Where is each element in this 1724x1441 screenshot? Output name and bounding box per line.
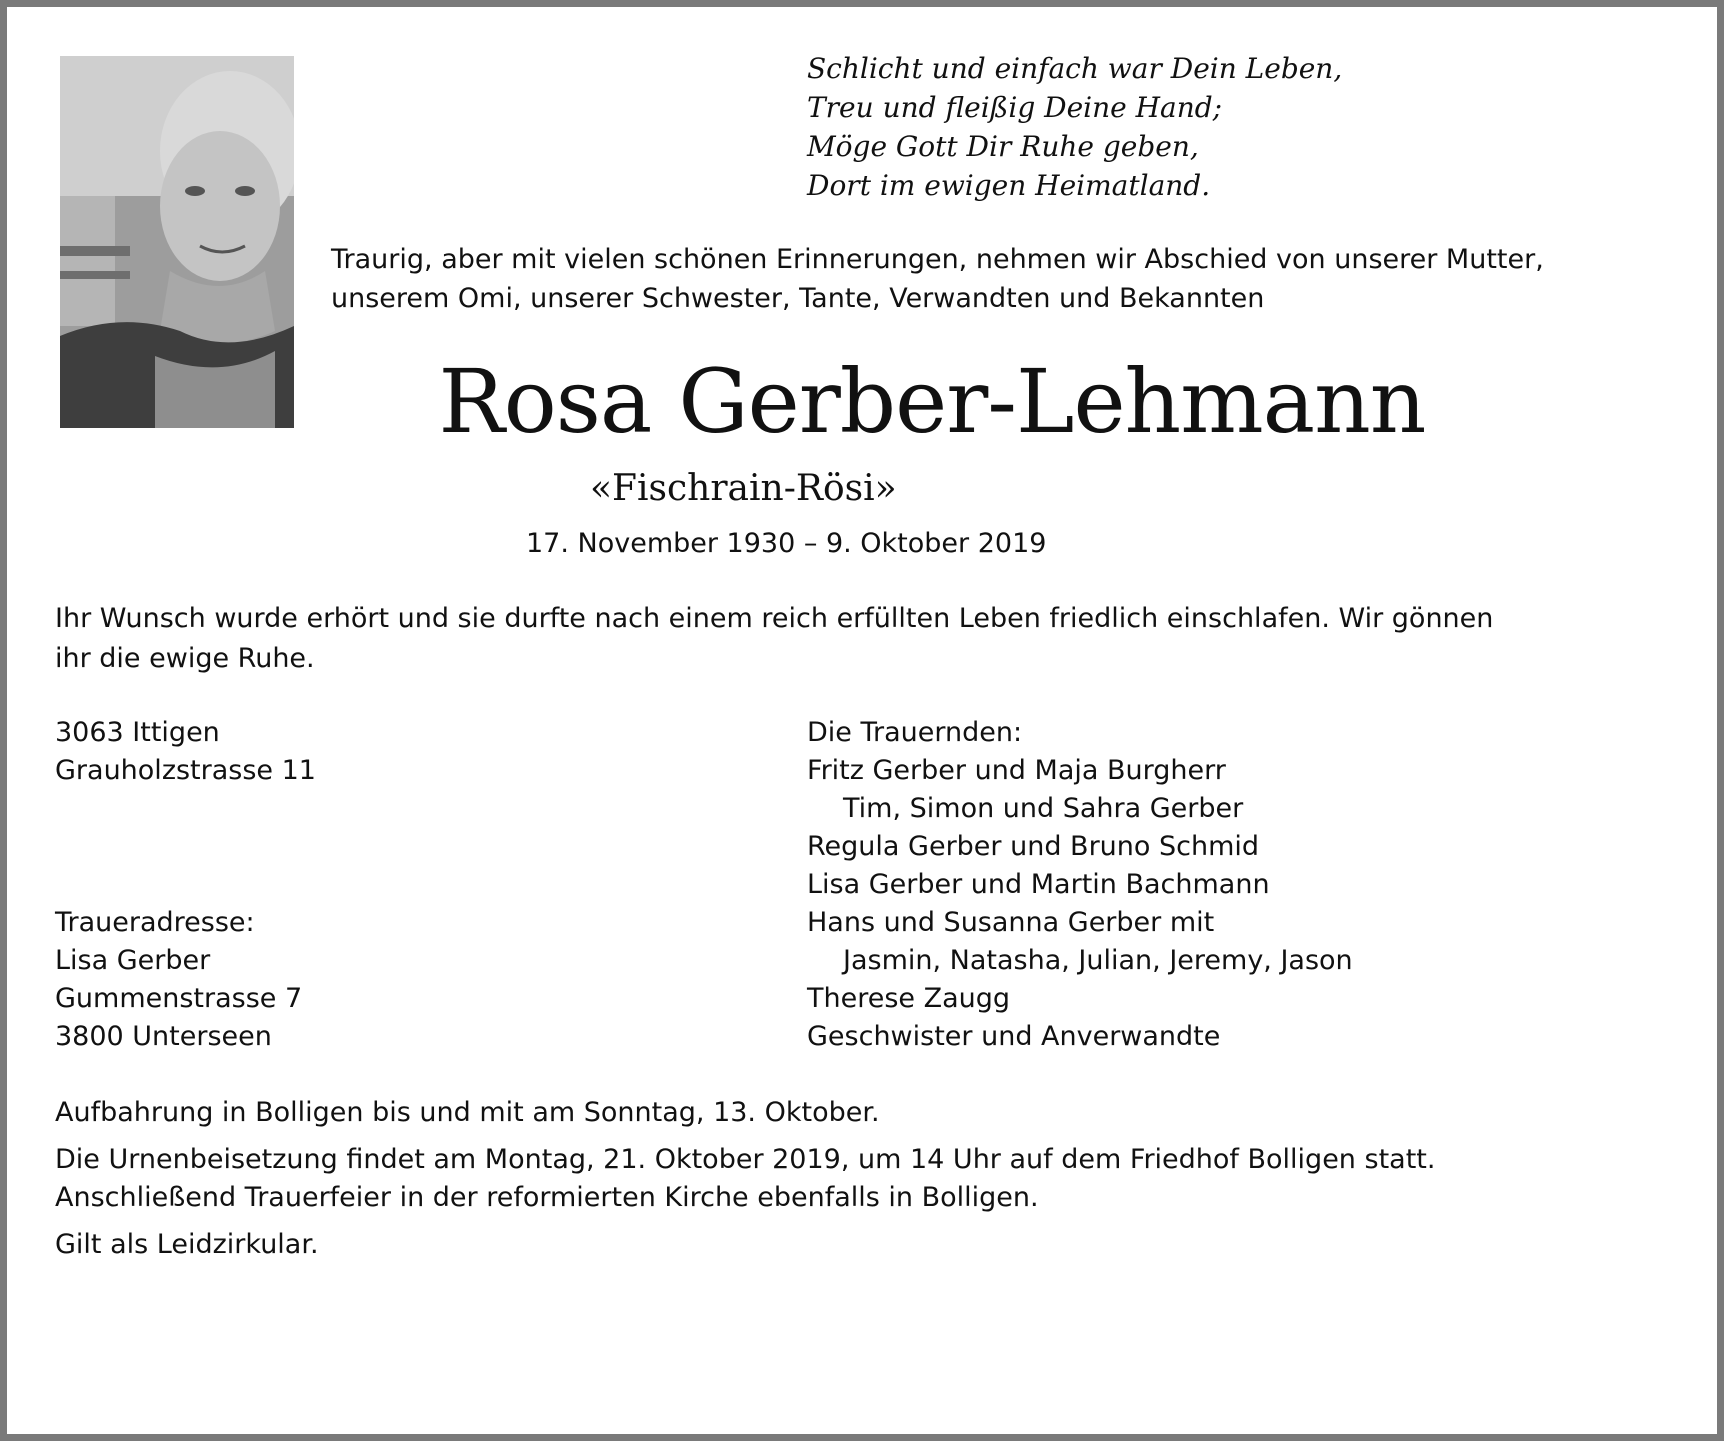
- home-address-line: Grauholzstrasse 11: [55, 755, 316, 786]
- poem: [807, 49, 1342, 205]
- obituary-notice: [7, 7, 1717, 1434]
- ceremony-info: [55, 1094, 1522, 1264]
- deceased-name: Rosa Gerber-Lehmann: [438, 350, 1426, 453]
- mourner-line: Regula Gerber und Bruno Schmid: [807, 831, 1260, 862]
- burial-line: Anschließend Trauerfeier in der reformierten Kirche ebenfalls in Bolligen.: [55, 1182, 1039, 1213]
- intro-text: [331, 240, 1544, 318]
- circular-note: Gilt als Leidzirkular.: [55, 1229, 319, 1260]
- poem-line: Dort im ewigen Heimatland.: [807, 169, 1211, 202]
- mourning-address-label: Traueradresse:: [55, 907, 255, 938]
- burial-info: [55, 1141, 1522, 1217]
- mourning-address-line: Lisa Gerber: [55, 945, 211, 976]
- mourning-address-line: Gummenstrasse 7: [55, 983, 303, 1014]
- mourner-line: Geschwister und Anverwandte: [807, 1021, 1221, 1052]
- poem-line: Schlicht und einfach war Dein Leben,: [807, 52, 1343, 85]
- life-dates: 17. November 1930 – 9. Oktober 2019: [526, 528, 1047, 559]
- mourners-label: Die Trauernden:: [807, 717, 1023, 748]
- addresses: [55, 714, 316, 1056]
- mourner-line: Therese Zaugg: [807, 983, 1011, 1014]
- mourner-line: Tim, Simon und Sahra Gerber: [843, 793, 1244, 824]
- mourner-line: Lisa Gerber und Martin Bachmann: [807, 869, 1270, 900]
- mourner-line: Hans und Susanna Gerber mit: [807, 907, 1215, 938]
- mourner-line: Jasmin, Natasha, Julian, Jeremy, Jason: [843, 945, 1353, 976]
- mourning-address-line: 3800 Unterseen: [55, 1021, 272, 1052]
- mourners-list: [807, 714, 1353, 1056]
- poem-line: Möge Gott Dir Ruhe geben,: [807, 130, 1199, 163]
- poem-line: Treu und fleißig Deine Hand;: [807, 91, 1223, 124]
- deceased-nickname: «Fischrain-Rösi»: [590, 468, 897, 509]
- mourner-line: Fritz Gerber und Maja Burgherr: [807, 755, 1226, 786]
- intro-line: Traurig, aber mit vielen schönen Erinnerungen, nehmen wir Abschied von unserer Mutter,: [331, 244, 1544, 275]
- home-address-line: 3063 Ittigen: [55, 717, 220, 748]
- intro-line: unserem Omi, unserer Schwester, Tante, Verwandten und Bekannten: [331, 283, 1265, 314]
- burial-line: Die Urnenbeisetzung findet am Montag, 21. Oktober 2019, um 14 Uhr auf dem Friedhof Bolligen statt.: [55, 1144, 1436, 1175]
- viewing-info: Aufbahrung in Bolligen bis und mit am Sonntag, 13. Oktober.: [55, 1097, 880, 1128]
- wish-text: Ihr Wunsch wurde erhört und sie durfte nach einem reich erfüllten Leben friedlich einschlafen. Wir gönnen ihr die ewige Ruhe.: [55, 603, 1494, 674]
